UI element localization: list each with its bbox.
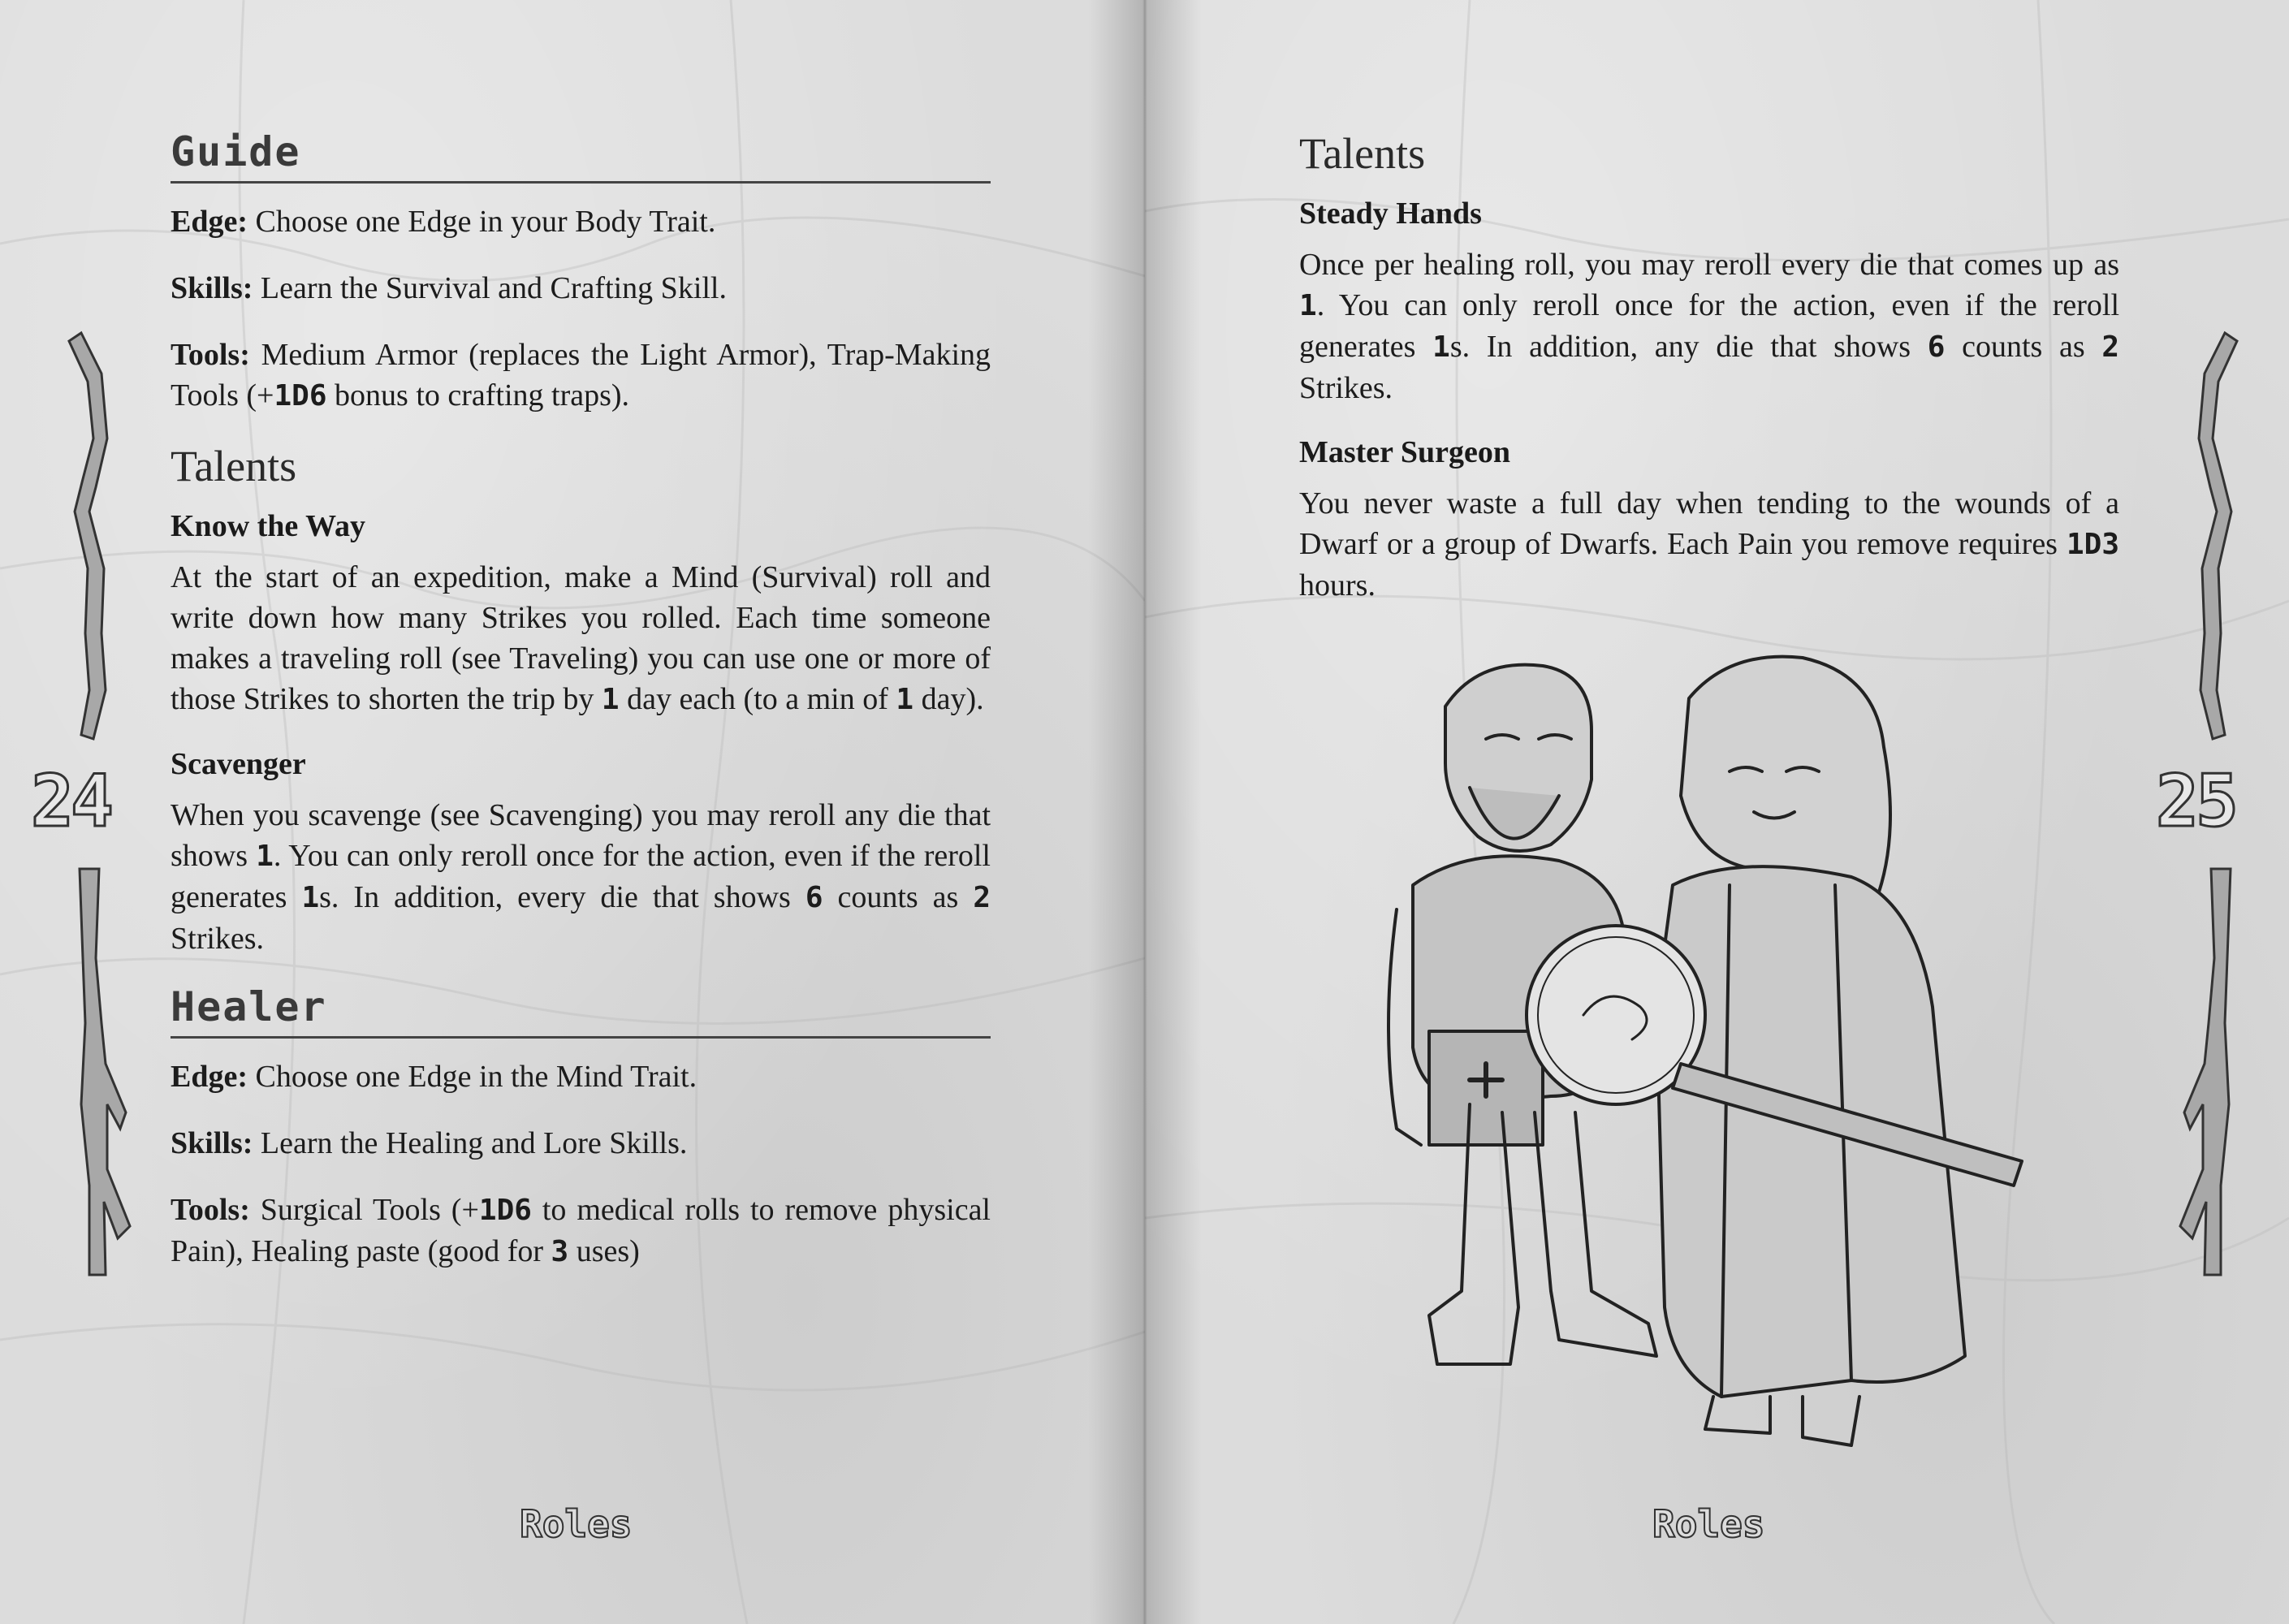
number: 1 (256, 839, 274, 873)
number: 2 (973, 880, 991, 914)
edge-text: Choose one Edge in the Mind Trait. (248, 1059, 697, 1094)
text: Strikes. (1299, 370, 1393, 405)
edge-text: Choose one Edge in your Body Trait. (248, 205, 716, 239)
skills-label: Skills: (171, 271, 253, 305)
text: day). (913, 681, 984, 716)
right-column (1299, 130, 2119, 632)
healer-tools (171, 1190, 991, 1272)
guide-edge (171, 201, 991, 242)
tools-label: Tools: (171, 1192, 250, 1227)
healer-skills (171, 1123, 991, 1164)
number: 1 (1299, 288, 1317, 322)
edge-label: Edge: (171, 1059, 248, 1094)
right-page (1145, 0, 2289, 1624)
text: You never waste a full day when tending to the wounds of a Dwarf or a group of Dwarfs. Each Pain you remove requires (1299, 486, 2119, 561)
dice-value: 1D6 (274, 379, 327, 412)
text: At the start of an expedition, make a Mind (Survival) roll and write down how many Strikes you rolled. Each time someone makes a traveling roll (see Traveling) you can use one or more of those Strikes to shorten the trip by (171, 559, 991, 716)
number: 2 (2101, 330, 2120, 364)
dice-value: 1D6 (478, 1193, 532, 1227)
text: . You can only reroll once for the action, even if the reroll generates (1299, 287, 2119, 364)
talent-name: Master Surgeon (1299, 434, 1510, 469)
tools-text: uses) (568, 1233, 640, 1268)
left-column (171, 130, 991, 1298)
number: 1 (896, 682, 914, 716)
text: counts as (1945, 329, 2102, 364)
text: s. In addition, any die that shows (1449, 329, 1928, 364)
tools-text: Medium Armor (replaces the Light Armor), Trap-Making Tools (+ (171, 338, 991, 412)
talents-title: Talents (1299, 129, 1426, 178)
guide-skills (171, 268, 991, 309)
branch-decoration-bottom-right (2164, 861, 2253, 1283)
talent-description (171, 795, 991, 959)
talents-title: Talents (171, 442, 297, 490)
talent-name: Scavenger (171, 746, 306, 781)
text: day each (to a min of (619, 681, 896, 716)
number: 3 (551, 1234, 569, 1268)
healer-edge (171, 1056, 991, 1097)
branch-decoration-top-right (2176, 325, 2249, 747)
guide-tools (171, 335, 991, 417)
page-footer: Roles (520, 1502, 633, 1546)
text: When you scavenge (see Scavenging) you may reroll any die that shows (171, 797, 991, 873)
talent-description (1299, 483, 2119, 606)
skills-label: Skills: (171, 1125, 253, 1160)
number: 1 (301, 880, 320, 914)
talent-name: Know the Way (171, 509, 366, 544)
text: counts as (823, 879, 974, 914)
text: hours. (1299, 568, 1376, 603)
page-number: 24 (31, 759, 110, 843)
talent-description (171, 557, 991, 720)
number: 1 (1432, 330, 1450, 364)
page-number: 25 (2156, 759, 2235, 843)
tools-text: to medical rolls to remove physical Pain), Healing paste (good for (171, 1192, 991, 1268)
healer-heading: Healer (171, 985, 991, 1039)
guide-heading: Guide (171, 130, 991, 184)
text: Strikes. (171, 921, 265, 956)
edge-label: Edge: (171, 205, 248, 239)
number: 1 (601, 682, 620, 716)
branch-decoration-bottom-left (57, 861, 146, 1283)
branch-decoration-top-left (57, 325, 130, 747)
talent-name: Steady Hands (1299, 197, 1482, 231)
tools-text: bonus to crafting traps). (326, 378, 630, 412)
tools-label: Tools: (171, 338, 250, 372)
text: . You can only reroll once for the action, even if the reroll generates (171, 838, 991, 914)
number: 6 (805, 880, 823, 914)
tools-text: Surgical Tools (+ (249, 1192, 479, 1227)
page-footer: Roles (1652, 1502, 1765, 1546)
text: s. In addition, every die that shows (319, 879, 805, 914)
dice-value: 1D3 (2066, 527, 2119, 561)
skills-text: Learn the Healing and Lore Skills. (253, 1125, 688, 1160)
text: Once per healing roll, you may reroll every die that comes up as (1299, 247, 2119, 282)
talent-description (1299, 244, 2119, 408)
two-dwarves-healer-illustration (1348, 641, 2046, 1470)
skills-text: Learn the Survival and Crafting Skill. (253, 271, 727, 305)
number: 6 (1927, 330, 1946, 364)
